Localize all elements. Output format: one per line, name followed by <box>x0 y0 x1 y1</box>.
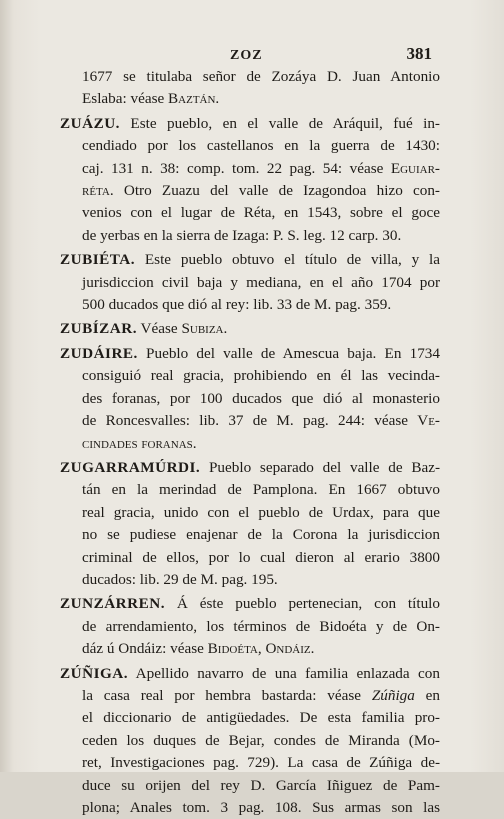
text-line <box>60 66 440 88</box>
entry-text: real gracia, unido con el pueblo de Urdax, para que <box>82 503 440 521</box>
text-line <box>60 135 440 157</box>
entry-text: 1677 se titulaba señor de Zozáya D. Juan Antonio <box>82 68 440 85</box>
dictionary-entries <box>60 66 440 819</box>
entry-text: ducados: lib. 29 de M. pag. 195. <box>82 570 278 588</box>
cross-reference: Subiza. <box>181 320 228 338</box>
cross-reference: réta. <box>82 182 114 200</box>
entry-text: , <box>257 640 266 658</box>
text-line <box>60 388 440 410</box>
entry-headword: ZÚÑIGA. <box>60 664 129 682</box>
entry-text: ceden los duques de Bejar, condes de Miranda (Mo- <box>82 731 440 749</box>
entry-text: venios con el lugar de Réta, en 1543, sobre el goce <box>82 204 440 222</box>
entry-text: criminal de ellos, por lo cual dieron al erario 3800 <box>82 548 440 566</box>
text-line <box>60 294 440 316</box>
text-line <box>60 797 440 819</box>
entry-headword: ZUBIÉTA. <box>60 251 136 269</box>
text-line <box>60 707 440 729</box>
text-line <box>60 88 440 110</box>
entry-text: Este pueblo obtuvo el título de villa, y la <box>135 251 440 269</box>
text-line <box>60 479 440 501</box>
text-line <box>60 638 440 660</box>
cross-reference: cindades foranas. <box>82 434 197 452</box>
entry-text: en <box>414 686 440 704</box>
running-head: ZOZ <box>230 48 263 63</box>
italic-term: Zúñiga <box>371 686 415 704</box>
entry-headword: ZUDÁIRE. <box>60 344 138 362</box>
entry-text: cendiado por los castellanos en la guerra de 1430: <box>82 137 440 155</box>
dictionary-entry <box>60 343 440 455</box>
entry-text: no se pudiese enajenar de la Corona la jurisdiccion <box>82 526 440 544</box>
cross-reference: Baztán. <box>168 90 220 108</box>
dictionary-entry <box>60 663 440 819</box>
entry-text: de Roncesvalles: lib. 37 de M. pag. 244: véase <box>82 412 418 430</box>
cross-reference: Ondáiz. <box>265 640 315 658</box>
text-line <box>60 158 440 180</box>
entry-text: Á éste pueblo pertenecian, con título <box>165 595 440 613</box>
entry-text: de yerbas en la sierra de Izaga: P. S. leg. 12 carp. 30. <box>82 226 402 244</box>
text-line <box>60 730 440 752</box>
text-line <box>60 569 440 591</box>
entry-text: des foranas, por 100 ducados que dió al monasterio <box>82 389 440 407</box>
entry-text: Apellido navarro de una familia enlazada con <box>128 664 440 682</box>
text-line <box>60 318 440 340</box>
entry-text: Este pueblo, en el valle de Aráquil, fué in- <box>119 114 440 132</box>
entry-text: Pueblo del valle de Amescua baja. En 1734 <box>137 344 440 362</box>
text-line <box>60 616 440 638</box>
text-line <box>60 593 440 615</box>
entry-text: Otro Zuazu del valle de Izagondoa hizo con- <box>113 182 440 200</box>
text-line <box>60 752 440 774</box>
entry-text: la casa real por hembra bastarda: véase <box>82 686 372 704</box>
text-line <box>60 180 440 202</box>
text-line <box>60 524 440 546</box>
entry-text: caj. 131 n. 38: comp. tom. 22 pag. 54: véase <box>82 159 391 177</box>
entry-text: 500 ducados que dió al rey: lib. 33 de M. pag. 359. <box>82 296 392 314</box>
text-line <box>60 410 440 432</box>
entry-headword: ZUNZÁRREN. <box>60 595 165 613</box>
text-line <box>60 685 440 707</box>
entry-text: plona; Anales tom. 3 pag. 108. Sus armas son las <box>82 799 440 816</box>
page-header <box>60 44 432 66</box>
text-line <box>60 433 440 455</box>
text-line <box>60 225 440 247</box>
text-line <box>60 663 440 685</box>
text-line <box>60 249 440 271</box>
text-line <box>60 547 440 569</box>
page-number: 381 <box>406 44 432 63</box>
entry-text: duce su orijen del rey D. García Iñiguez de Pam- <box>82 776 440 794</box>
dictionary-entry <box>60 457 440 591</box>
text-line <box>60 502 440 524</box>
entry-text: consiguió real gracia, prohibiendo en él las vecinda- <box>82 367 440 385</box>
entry-text: dáz ú Ondáiz: véase <box>82 640 208 658</box>
dictionary-entry <box>60 593 440 660</box>
text-line <box>60 113 440 135</box>
entry-text: Eslaba: véase <box>82 90 169 108</box>
entry-text: Véase <box>137 320 182 338</box>
entry-text: de arrendamiento, los términos de Bidoéta y de On- <box>82 617 440 635</box>
entry-text: tán en la merindad de Pamplona. En 1667 obtuvo <box>82 481 440 499</box>
cross-reference: Bidoéta <box>207 640 258 658</box>
entry-headword: ZUÁZU. <box>60 114 120 132</box>
text-line <box>60 202 440 224</box>
dictionary-entry <box>60 249 440 316</box>
cross-reference: Eguiar- <box>390 159 440 177</box>
dictionary-entry <box>60 113 440 247</box>
entry-text: jurisdiccion civil baja y mediana, en el año 1704 por <box>82 273 440 291</box>
text-line <box>60 272 440 294</box>
dictionary-entry <box>60 318 440 340</box>
cross-reference: Ve- <box>417 412 440 430</box>
entry-headword: ZUBÍZAR. <box>60 320 138 338</box>
entry-text: el diccionario de antigüedades. De esta familia pro- <box>82 709 440 727</box>
text-line <box>60 365 440 387</box>
text-line <box>60 775 440 797</box>
text-line <box>60 343 440 365</box>
entry-text: ret, Investigaciones pag. 729). La casa de Zúñiga de- <box>82 754 440 772</box>
text-line <box>60 457 440 479</box>
entry-headword: ZUGARRAMÚRDI. <box>60 458 201 476</box>
entry-text: Pueblo separado del valle de Baz- <box>200 458 440 476</box>
dictionary-entry <box>60 66 440 111</box>
